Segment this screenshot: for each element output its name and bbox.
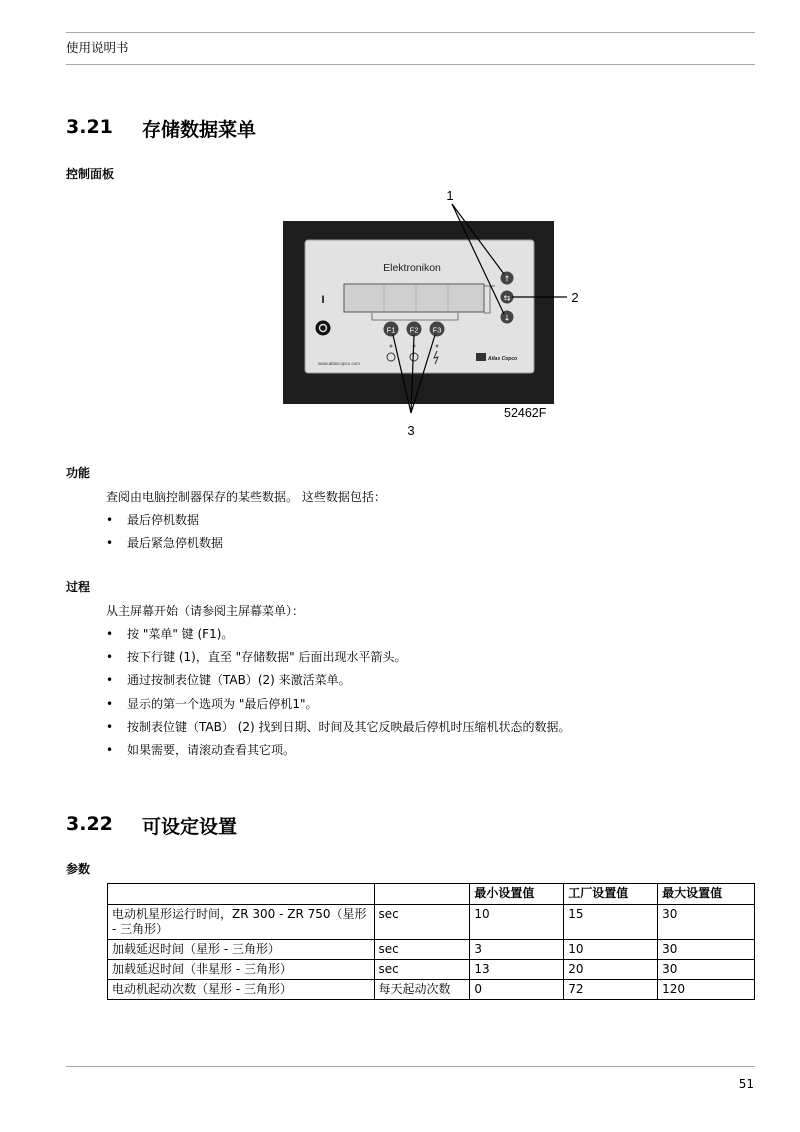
footer-rule bbox=[66, 1066, 755, 1067]
f1-key bbox=[384, 322, 399, 337]
table-cell: 15 bbox=[564, 905, 658, 940]
table-cell: sec bbox=[374, 940, 470, 960]
list-item: • 如果需要，请滚动查看其它项。 bbox=[105, 742, 570, 765]
table-row bbox=[108, 905, 755, 940]
atlas-copco-logo-icon bbox=[476, 353, 486, 361]
table-cell: 加载延迟时间（非星形 - 三角形） bbox=[108, 960, 375, 980]
table-header-cell bbox=[108, 884, 375, 905]
list-item: • 通过按制表位键（TAB）(2) 来激活菜单。 bbox=[105, 672, 570, 695]
function-list bbox=[105, 512, 223, 558]
f3-key bbox=[430, 322, 445, 337]
table-cell: 电动机星形运行时间，ZR 300 - ZR 750（星形 - 三角形） bbox=[108, 905, 375, 940]
f3-key-label: F3 bbox=[432, 325, 442, 335]
table-cell: sec bbox=[374, 905, 470, 940]
table-header-row bbox=[108, 884, 755, 905]
table-cell: 30 bbox=[658, 905, 755, 940]
table-header-cell: 工厂设置值 bbox=[564, 884, 658, 905]
header-title: 使用说明书 bbox=[66, 40, 129, 55]
svg-text:⇆: ⇆ bbox=[503, 293, 511, 303]
table-cell: 72 bbox=[564, 980, 658, 1000]
control-panel-figure bbox=[280, 183, 600, 443]
list-item: • 按制表位键（TAB） (2) 找到日期、时间及其它反映最后停机时压缩机状态的数据。 bbox=[105, 719, 570, 742]
callout-1-label: 1 bbox=[446, 188, 454, 203]
procedure-list bbox=[105, 626, 570, 765]
table-cell: 10 bbox=[564, 940, 658, 960]
header-bottom-rule bbox=[66, 64, 755, 65]
list-item: • 最后紧急停机数据 bbox=[105, 535, 223, 558]
procedure-heading: 过程 bbox=[66, 580, 91, 594]
table-cell: sec bbox=[374, 960, 470, 980]
list-item: • 按下行键 (1)，直至 "存储数据" 后面出现水平箭头。 bbox=[105, 649, 570, 672]
function-intro: 查阅由电脑控制器保存的某些数据。 这些数据包括： bbox=[106, 490, 386, 504]
header-top-rule bbox=[66, 32, 755, 33]
table-cell: 每天起动次数 bbox=[374, 980, 470, 1000]
panel-website-text: www.atlascopco.com bbox=[318, 361, 361, 366]
table-cell: 120 bbox=[658, 980, 755, 1000]
procedure-intro: 从主屏幕开始（请参阅主屏幕菜单）： bbox=[106, 604, 305, 618]
callout-3-label: 3 bbox=[407, 423, 415, 438]
list-item: • 显示的第一个选项为 "最后停机1"。 bbox=[105, 696, 570, 719]
table-row bbox=[108, 940, 755, 960]
panel-display bbox=[344, 284, 484, 312]
table-cell: 30 bbox=[658, 960, 755, 980]
table-row bbox=[108, 980, 755, 1000]
callout-2-label: 2 bbox=[571, 290, 579, 305]
table-header-cell: 最小设置值 bbox=[470, 884, 564, 905]
start-button-label: I bbox=[321, 294, 325, 306]
page-number: 51 bbox=[738, 1077, 754, 1091]
table-cell: 0 bbox=[470, 980, 564, 1000]
section-322-number: 3.22 bbox=[66, 813, 113, 835]
control-panel-illustration bbox=[280, 183, 600, 443]
svg-text:↓: ↓ bbox=[503, 313, 511, 323]
f1-key-label: F1 bbox=[386, 325, 396, 335]
table-row bbox=[108, 960, 755, 980]
list-item: • 按 "菜单" 键 (F1)。 bbox=[105, 626, 570, 649]
tab-key bbox=[501, 291, 514, 304]
panel-brand-text: Elektronikon bbox=[383, 262, 441, 274]
table-header-cell: 最大设置值 bbox=[658, 884, 755, 905]
down-arrow-key bbox=[501, 311, 514, 324]
table-cell: 13 bbox=[470, 960, 564, 980]
up-arrow-key bbox=[501, 272, 514, 285]
svg-text:↑: ↑ bbox=[503, 274, 511, 284]
list-item: • 最后停机数据 bbox=[105, 512, 223, 535]
function-heading: 功能 bbox=[66, 466, 91, 480]
table-cell: 电动机起动次数（星形 - 三角形） bbox=[108, 980, 375, 1000]
panel-logo-text: Atlas Copco bbox=[488, 356, 518, 362]
params-table bbox=[107, 883, 755, 1000]
params-heading: 参数 bbox=[66, 862, 91, 876]
section-322-title: 可设定设置 bbox=[142, 816, 238, 838]
table-header-cell bbox=[374, 884, 470, 905]
table-cell: 30 bbox=[658, 940, 755, 960]
control-panel-heading: 控制面板 bbox=[66, 167, 115, 181]
table-cell: 20 bbox=[564, 960, 658, 980]
f2-key-label: F2 bbox=[409, 325, 419, 335]
section-321-number: 3.21 bbox=[66, 116, 113, 138]
table-cell: 10 bbox=[470, 905, 564, 940]
table-cell: 加载延迟时间（星形 - 三角形） bbox=[108, 940, 375, 960]
stop-button bbox=[316, 321, 331, 336]
section-321-title: 存储数据菜单 bbox=[142, 119, 257, 141]
table-cell: 3 bbox=[470, 940, 564, 960]
f2-key bbox=[407, 322, 422, 337]
figure-id: 52462F bbox=[504, 406, 547, 420]
